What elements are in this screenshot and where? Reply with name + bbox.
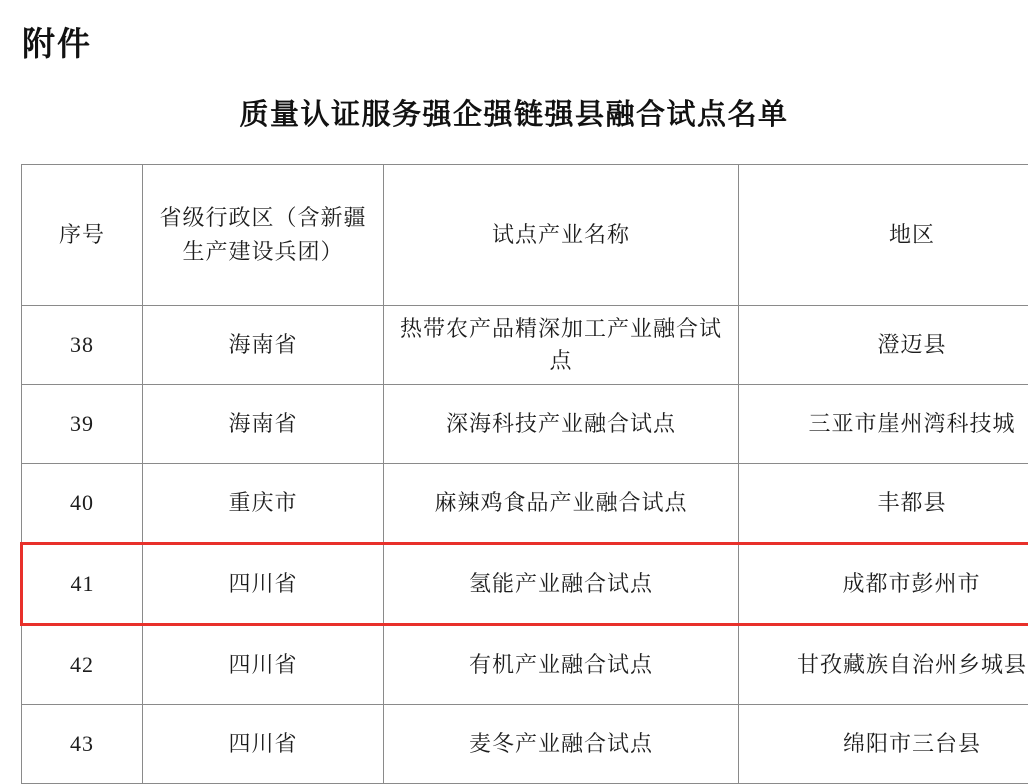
attachment-label: 附件	[22, 18, 92, 65]
column-header-industry: 试点产业名称	[384, 165, 739, 306]
table-row	[22, 306, 1028, 385]
cell-province: 四川省	[143, 544, 384, 625]
cell-industry: 有机产业融合试点	[384, 625, 739, 705]
cell-no: 43	[22, 705, 143, 784]
cell-province: 海南省	[143, 385, 384, 464]
page-title: 质量认证服务强企强链强县融合试点名单	[0, 92, 1028, 133]
cell-region: 丰都县	[739, 464, 1028, 544]
cell-province: 四川省	[143, 625, 384, 705]
cell-region: 成都市彭州市	[739, 544, 1028, 625]
table-header	[22, 165, 1028, 306]
cell-no: 40	[22, 464, 143, 544]
column-header-province: 省级行政区（含新疆生产建设兵团）	[143, 165, 384, 306]
table-body	[22, 306, 1028, 784]
table-row	[22, 625, 1028, 705]
table-row	[22, 385, 1028, 464]
column-header-no: 序号	[22, 165, 143, 306]
cell-province: 海南省	[143, 306, 384, 385]
cell-region: 三亚市崖州湾科技城	[739, 385, 1028, 464]
cell-no: 38	[22, 306, 143, 385]
cell-industry: 热带农产品精深加工产业融合试点	[384, 306, 739, 385]
cell-region: 绵阳市三台县	[739, 705, 1028, 784]
table-row	[22, 464, 1028, 544]
column-header-region: 地区	[739, 165, 1028, 306]
cell-region: 甘孜藏族自治州乡城县	[739, 625, 1028, 705]
cell-region: 澄迈县	[739, 306, 1028, 385]
cell-province: 重庆市	[143, 464, 384, 544]
table-container	[20, 164, 1008, 784]
cell-province: 四川省	[143, 705, 384, 784]
cell-no: 39	[22, 385, 143, 464]
table-header-row	[22, 165, 1028, 306]
cell-industry: 深海科技产业融合试点	[384, 385, 739, 464]
pilot-list-table	[20, 164, 1028, 784]
cell-no: 41	[22, 544, 143, 625]
cell-industry: 氢能产业融合试点	[384, 544, 739, 625]
table-row-highlighted	[22, 544, 1028, 625]
cell-no: 42	[22, 625, 143, 705]
cell-industry: 麦冬产业融合试点	[384, 705, 739, 784]
table-row	[22, 705, 1028, 784]
cell-industry: 麻辣鸡食品产业融合试点	[384, 464, 739, 544]
